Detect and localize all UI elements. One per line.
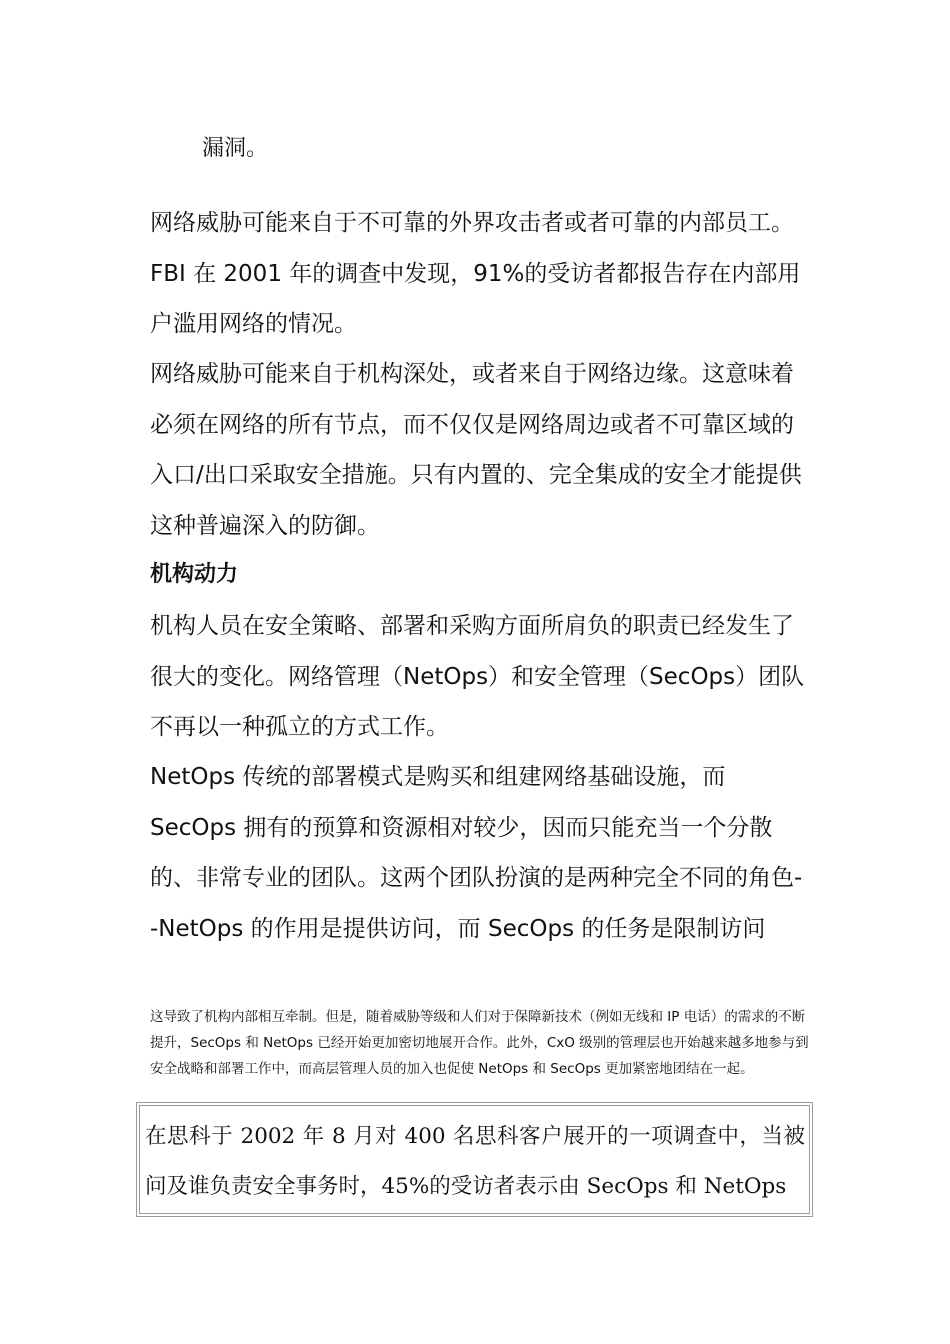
paragraph-threat-sources: 网络威胁可能来自于不可靠的外界攻击者或者可靠的内部员工。FBI 在 2001 年的调查中发现，91%的受访者都报告存在内部用户滥用网络的情况。 (150, 210, 801, 337)
paragraph-netops-secops: NetOps 传统的部署模式是购买和组建网络基础设施，而 SecOps 拥有的预算和资源相对较少，因而只能充当一个分散的、非常专业的团队。这两个团队扮演的是两种完全不同的角色--NetOps 的作用是提供访问，而 SecOps 的任务是限制访问 (150, 764, 803, 942)
survey-callout-text: 在思科于 2002 年 8 月对 400 名思科客户展开的一项调查中，当被问及谁负责安全事务时，45%的受访者表示由 SecOps 和 NetOps (145, 1124, 805, 1199)
paragraph-collaboration: 这导致了机构内部相互牵制。但是，随着威胁等级和人们对于保障新技术（例如无线和 IP 电话）的需求的不断提升，SecOps 和 NetOps 已经开始更加密切地展开合作。此外，CxO 级别的管理层也开始越来越多地参与到安全战略和部署工作中，而高层管理人员的加入也促使 NetOps 和 SecOps 更加紧密地团结在一起。 (150, 1009, 809, 1077)
paragraph-roles-changed: 机构人员在安全策略、部署和采购方面所肩负的职责已经发生了很大的变化。网络管理（NetOps）和安全管理（SecOps）团队不再以一种孤立的方式工作。 (150, 613, 805, 740)
paragraph-threat-location: 网络威胁可能来自于机构深处，或者来自于网络边缘。这意味着必须在网络的所有节点，而不仅仅是网络周边或者不可靠区域的入口/出口采取安全措施。只有内置的、完全集成的安全才能提供这种普遍深入的防御。 (150, 361, 802, 539)
survey-callout-inner (139, 1105, 810, 1214)
continued-text-fragment: 漏洞。 (202, 136, 269, 161)
survey-callout-box (136, 1102, 813, 1217)
section-heading: 机构动力 (150, 562, 239, 587)
